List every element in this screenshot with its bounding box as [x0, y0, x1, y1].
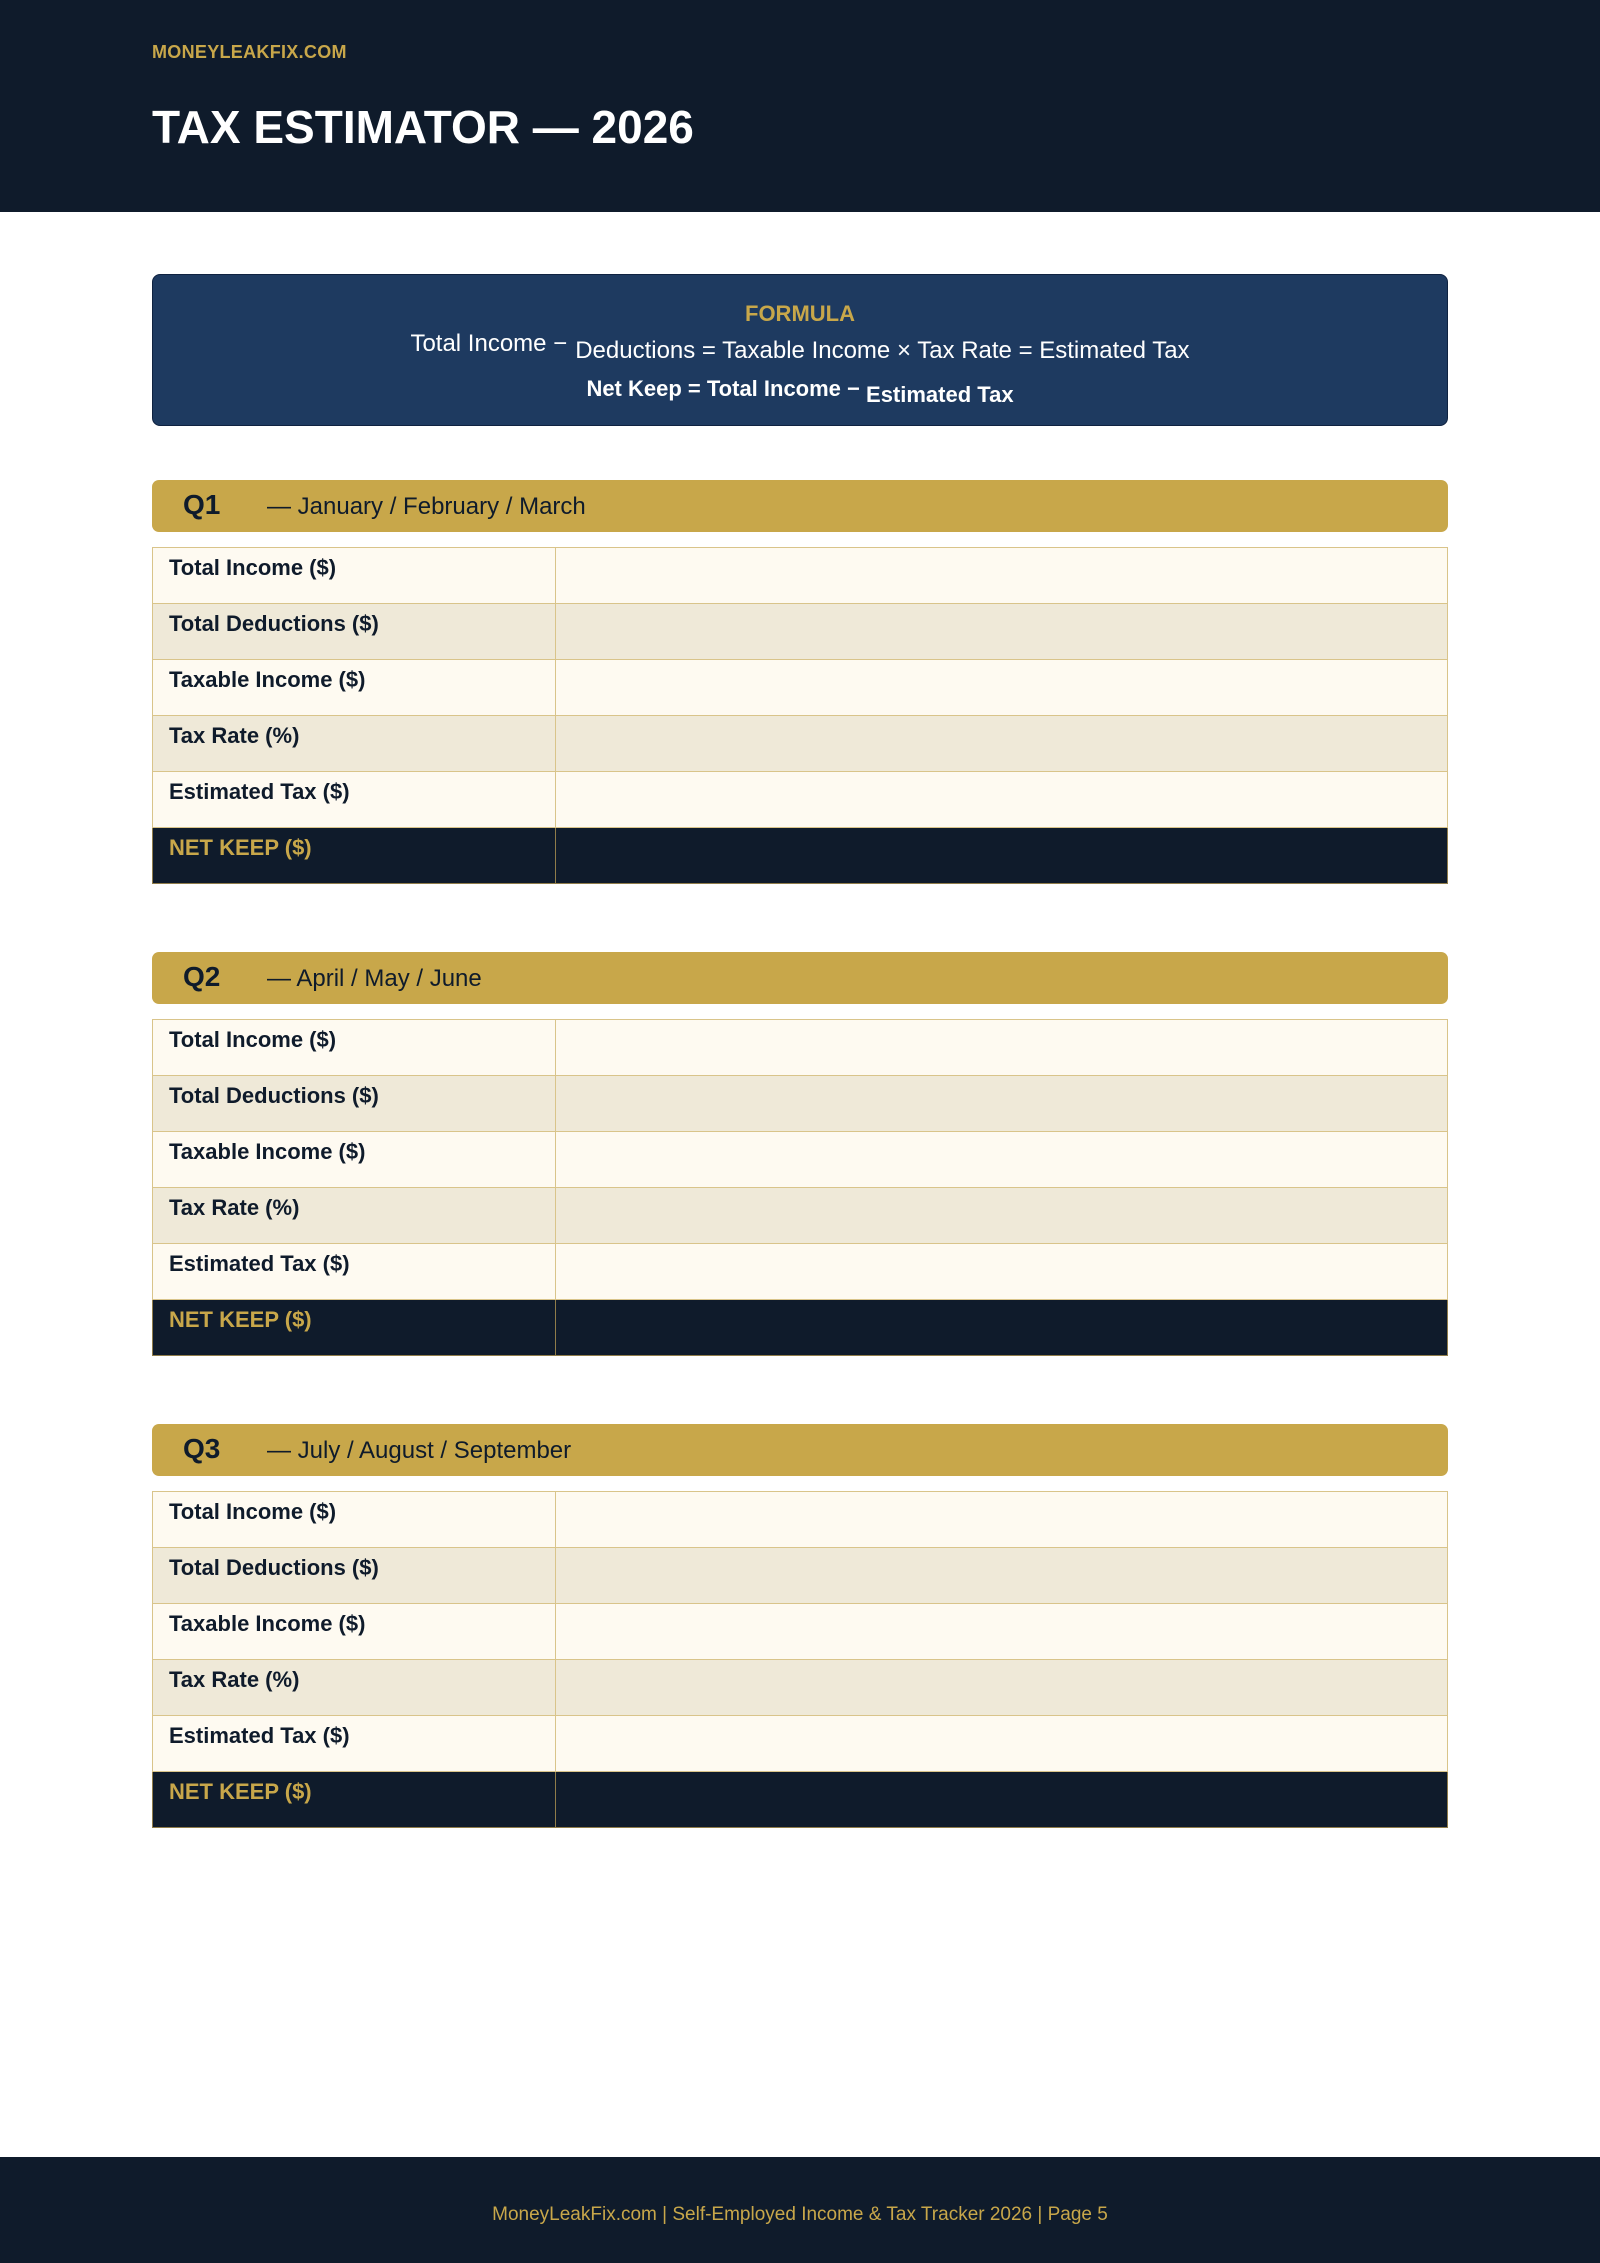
quarter-table — [152, 547, 1448, 884]
brand-label: MONEYLEAKFIX.COM — [152, 42, 347, 62]
value-cell[interactable] — [556, 1492, 1448, 1548]
row-label: Total Deductions ($) — [153, 1076, 556, 1132]
row-label: Total Income ($) — [153, 548, 556, 604]
row-label: Total Income ($) — [153, 1020, 556, 1076]
value-cell[interactable] — [556, 716, 1448, 772]
table-row-total-income — [153, 548, 1448, 604]
quarter-months: — January / February / March — [267, 493, 586, 520]
quarter-banner — [152, 952, 1448, 1004]
row-label: Taxable Income ($) — [153, 660, 556, 716]
table-row-estimated-tax — [153, 772, 1448, 828]
row-label: Tax Rate (%) — [153, 716, 556, 772]
quarter-banner — [152, 480, 1448, 532]
row-label: Estimated Tax ($) — [153, 1716, 556, 1772]
page-footer — [0, 2157, 1600, 2263]
formula-line-2-part-2: Estimated Tax — [866, 382, 1014, 407]
row-label: Tax Rate (%) — [153, 1188, 556, 1244]
table-row-total-income — [153, 1020, 1448, 1076]
page-header — [0, 0, 1600, 212]
footer-text: MoneyLeakFix.com | Self-Employed Income & Tax Tracker 2026 | Page 5 — [492, 2204, 1108, 2225]
quarter-months: — April / May / June — [267, 965, 482, 992]
value-cell[interactable] — [556, 1604, 1448, 1660]
table-row-total-deductions — [153, 1548, 1448, 1604]
value-cell[interactable] — [556, 1300, 1448, 1356]
row-label: Tax Rate (%) — [153, 1660, 556, 1716]
quarter-table — [152, 1491, 1448, 1828]
value-cell[interactable] — [556, 828, 1448, 884]
row-label: Taxable Income ($) — [153, 1132, 556, 1188]
quarter-label: Q1 — [183, 489, 221, 520]
quarter-section-q3 — [152, 1424, 1448, 1828]
row-label: Estimated Tax ($) — [153, 772, 556, 828]
table-row-net-keep — [153, 828, 1448, 884]
formula-box — [152, 274, 1448, 426]
quarter-section-q1 — [152, 480, 1448, 884]
formula-title: FORMULA — [745, 301, 855, 326]
table-row-taxable-income — [153, 660, 1448, 716]
value-cell[interactable] — [556, 1548, 1448, 1604]
quarter-label: Q3 — [183, 1433, 221, 1464]
quarter-label: Q2 — [183, 961, 221, 992]
quarter-banner — [152, 1424, 1448, 1476]
value-cell[interactable] — [556, 1660, 1448, 1716]
row-label: NET KEEP ($) — [153, 828, 556, 884]
table-row-taxable-income — [153, 1604, 1448, 1660]
table-row-net-keep — [153, 1300, 1448, 1356]
formula-line-2-part-1: Net Keep = Total Income − — [586, 376, 860, 401]
value-cell[interactable] — [556, 1076, 1448, 1132]
page-title: TAX ESTIMATOR — 2026 — [152, 101, 694, 153]
value-cell[interactable] — [556, 548, 1448, 604]
row-label: Total Income ($) — [153, 1492, 556, 1548]
row-label: NET KEEP ($) — [153, 1772, 556, 1828]
row-label: NET KEEP ($) — [153, 1300, 556, 1356]
value-cell[interactable] — [556, 1244, 1448, 1300]
quarter-months: — July / August / September — [267, 1437, 572, 1464]
value-cell[interactable] — [556, 604, 1448, 660]
table-row-total-deductions — [153, 604, 1448, 660]
formula-line-1 — [153, 330, 1447, 365]
table-row-estimated-tax — [153, 1716, 1448, 1772]
table-row-total-deductions — [153, 1076, 1448, 1132]
row-label: Total Deductions ($) — [153, 1548, 556, 1604]
value-cell[interactable] — [556, 660, 1448, 716]
row-label: Total Deductions ($) — [153, 604, 556, 660]
formula-line-1-part-1: Total Income − — [410, 330, 568, 357]
table-row-taxable-income — [153, 1132, 1448, 1188]
table-row-tax-rate — [153, 716, 1448, 772]
table-row-tax-rate — [153, 1188, 1448, 1244]
row-label: Taxable Income ($) — [153, 1604, 556, 1660]
formula-line-2 — [153, 376, 1447, 407]
table-row-total-income — [153, 1492, 1448, 1548]
quarter-section-q2 — [152, 952, 1448, 1356]
value-cell[interactable] — [556, 1132, 1448, 1188]
table-row-tax-rate — [153, 1660, 1448, 1716]
value-cell[interactable] — [556, 1020, 1448, 1076]
value-cell[interactable] — [556, 1716, 1448, 1772]
quarter-table — [152, 1019, 1448, 1356]
value-cell[interactable] — [556, 1188, 1448, 1244]
row-label: Estimated Tax ($) — [153, 1244, 556, 1300]
value-cell[interactable] — [556, 772, 1448, 828]
value-cell[interactable] — [556, 1772, 1448, 1828]
table-row-net-keep — [153, 1772, 1448, 1828]
table-row-estimated-tax — [153, 1244, 1448, 1300]
formula-line-1-part-2: Deductions = Taxable Income × Tax Rate = Estimated Tax — [575, 337, 1190, 364]
